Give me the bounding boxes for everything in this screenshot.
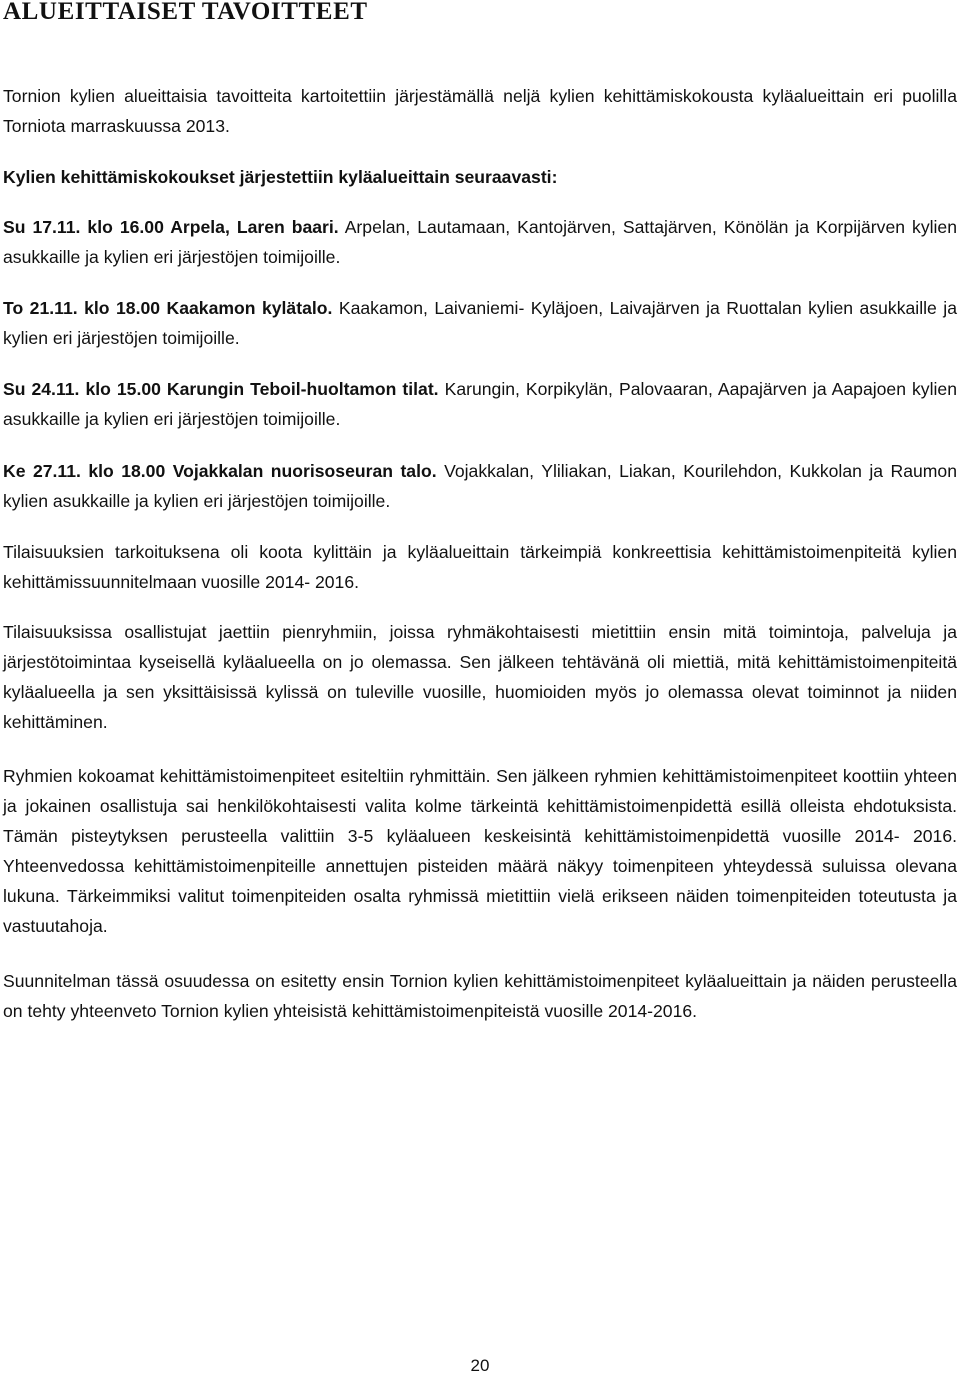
meeting-description: Karungin, Korpikylän, Palovaaran, Aapajärven ja Aapajoen kylien asukkaille ja kylien eri järjestöjen toimijoille. [3,379,957,429]
section-heading: ALUEITTAISET TAVOITTEET [3,0,368,25]
page-number: 20 [470,1356,490,1375]
meetings-intro-paragraph [3,162,957,192]
meeting-item [3,374,957,434]
meeting-item [3,212,957,272]
groups-paragraph: Ryhmien kokoamat kehittämistoimenpiteet esiteltiin ryhmittäin. Sen jälkeen ryhmien kehittämistoimenpiteet koottiin yhteen ja jokainen osallistuja sai henkilökohtaisesti valita kolme tärkeintä kehittämistoimenpidettä esillä olleista ehdotuksista. Tämän pisteytyksen perusteella valittiin 3-5 kyläalueen keskeisintä kehittämistoimenpidettä vuosille 2014- 2016. Yhteenvedossa kehittämistoimenpiteille annettujen pisteiden määrä näkyy toimenpiteen yhteydessä suluissa olevana lukuna. Tärkeimmiksi valitut toimenpiteiden osalta ryhmissä mietittiin vielä erikseen näiden toimenpiteiden toteutusta ja vastuutahoja. [3,766,957,936]
meeting-description: Arpelan, Lautamaan, Kantojärven, Sattajärven, Könölän ja Korpijärven kylien asukkaille ja kylien eri järjestöjen toimijoille. [3,217,957,267]
meeting-time-place: Su 17.11. klo 16.00 Arpela, Laren baari. [3,217,339,237]
meetings-intro-text: Kylien kehittämiskokoukset järjestettiin kyläalueittain seuraavasti: [3,167,558,187]
meeting-item [3,293,957,353]
meeting-time-place: Ke 27.11. klo 18.00 Vojakkalan nuorisoseuran talo. [3,461,437,481]
meeting-time-place: To 21.11. klo 18.00 Kaakamon kylätalo. [3,298,333,318]
intro-paragraph: Tornion kylien alueittaisia tavoitteita kartoitettiin järjestämällä neljä kylien kehittämiskokousta kyläalueittain eri puolilla Torniota marraskuussa 2013. [3,86,957,136]
summary-paragraph: Suunnitelman tässä osuudessa on esitetty ensin Tornion kylien kehittämistoimenpiteet kyläalueittain ja näiden perusteella on tehty yhteenveto Tornion kylien yhteisistä kehittämistoimenpiteistä vuosille 2014-2016. [3,971,957,1021]
purpose-paragraph: Tilaisuuksien tarkoituksena oli koota kylittäin ja kyläalueittain tärkeimpiä konkreettisia kehittämistoimenpiteitä kylien kehittämissuunnitelmaan vuosille 2014- 2016. [3,542,957,592]
meeting-description: Kaakamon, Laivaniemi- Kyläjoen, Laivajärven ja Ruottalan kylien asukkaille ja kylien eri järjestöjen toimijoille. [3,298,957,348]
meeting-item [3,456,957,516]
meeting-description: Vojakkalan, Yliliakan, Liakan, Kourilehdon, Kukkolan ja Raumon kylien asukkaille ja kylien eri järjestöjen toimijoille. [3,461,957,511]
meeting-time-place: Su 24.11. klo 15.00 Karungin Teboil-huoltamon tilat. [3,379,439,399]
method-paragraph: Tilaisuuksissa osallistujat jaettiin pienryhmiin, joissa ryhmäkohtaisesti mietittiin ensin mitä toimintoja, palveluja ja järjestötoimintaa kyseisellä kyläalueella on jo olemassa. Sen jälkeen tehtävänä oli miettiä, mitä kehittämistoimenpiteitä kyläalueella ja sen yksittäisissä kylissä on tuleville vuosille, huomioiden myös jo olemassa olevat toiminnot ja niiden kehittäminen. [3,622,957,732]
